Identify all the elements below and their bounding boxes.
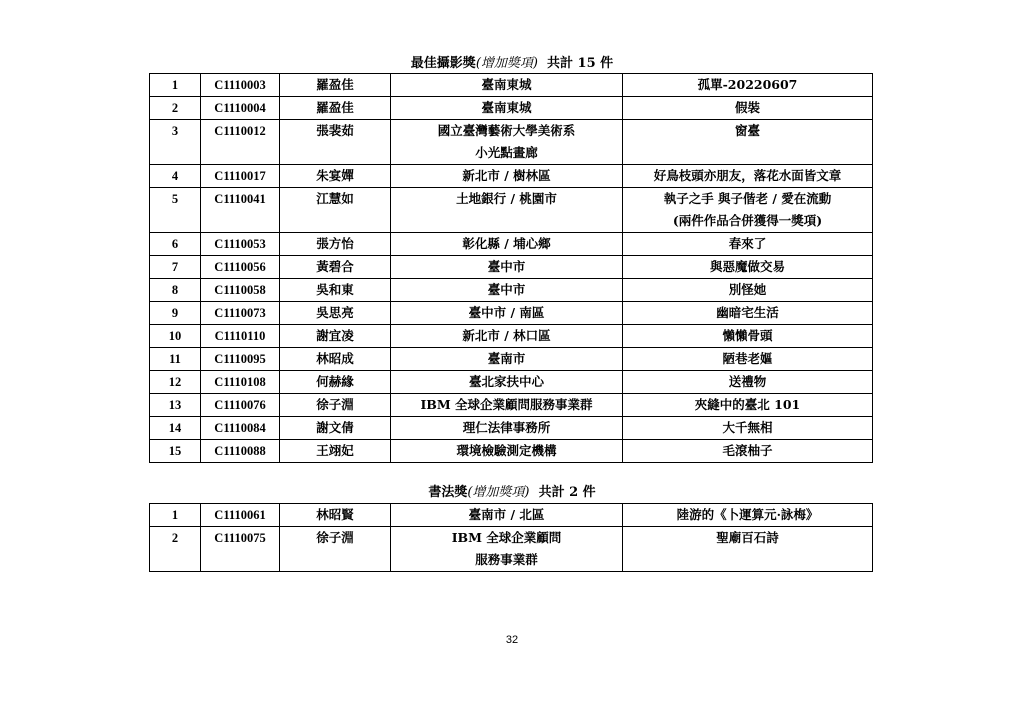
work-title-line: (兩件作品合併獲得一獎項) — [672, 213, 823, 228]
row-number: 2 — [150, 527, 201, 572]
table-row — [150, 527, 873, 572]
entrant-unit-line: 服務事業群 — [475, 552, 538, 567]
entrant-unit-line: 臺南市 — [487, 351, 526, 366]
entrant-unit-line: 新北市 / 林口區 — [462, 328, 551, 343]
entrant-unit-line: 小光點畫廊 — [475, 145, 538, 160]
entrant-name: 羅盈佳 — [280, 97, 391, 120]
entry-id: C1110095 — [201, 348, 280, 371]
table-row — [150, 256, 873, 279]
section-title-note: (增加獎項) — [467, 485, 530, 500]
table-row — [150, 348, 873, 371]
row-number: 1 — [150, 74, 201, 97]
entrant-name: 林昭成 — [280, 348, 391, 371]
table-row — [150, 97, 873, 120]
calligraphy-award-table — [149, 503, 873, 572]
section-title-main: 書法獎 — [428, 485, 468, 500]
row-number: 4 — [150, 165, 201, 188]
entry-id: C1110075 — [201, 527, 280, 572]
work-title-line: 假裝 — [734, 100, 760, 115]
work-title — [623, 325, 873, 348]
entrant-unit-line: 臺中市 — [487, 259, 526, 274]
table-row — [150, 302, 873, 325]
work-title — [623, 120, 873, 165]
entry-id: C1110108 — [201, 371, 280, 394]
table-row — [150, 165, 873, 188]
row-number: 5 — [150, 188, 201, 233]
entrant-name: 徐子淵 — [280, 394, 391, 417]
entry-id: C1110017 — [201, 165, 280, 188]
work-title — [623, 504, 873, 527]
work-title-line: 懶懶骨頭 — [722, 328, 773, 343]
entrant-name: 謝宜凌 — [280, 325, 391, 348]
entrant-unit-line: 臺南東城 — [481, 100, 532, 115]
entrant-name: 黃碧合 — [280, 256, 391, 279]
entrant-name: 林昭賢 — [280, 504, 391, 527]
entrant-unit — [391, 279, 623, 302]
entrant-name: 朱宴嬋 — [280, 165, 391, 188]
entrant-name: 江慧如 — [280, 188, 391, 233]
entrant-unit — [391, 120, 623, 165]
entrant-name: 張裴茹 — [280, 120, 391, 165]
page-number: 32 — [505, 634, 519, 646]
table-row — [150, 188, 873, 233]
work-title — [623, 527, 873, 572]
entry-id: C1110041 — [201, 188, 280, 233]
entrant-unit-line: 臺中市 / 南區 — [468, 305, 545, 320]
entrant-unit-line: 新北市 / 樹林區 — [462, 168, 551, 183]
entrant-unit-line: IBM 全球企業顧問服務事業群 — [420, 397, 593, 412]
table-row — [150, 371, 873, 394]
entrant-unit — [391, 371, 623, 394]
entrant-unit-line: 土地銀行 / 桃園市 — [456, 191, 557, 206]
row-number: 14 — [150, 417, 201, 440]
work-title-line: 別怪她 — [728, 282, 767, 297]
work-title-line: 幽暗宅生活 — [716, 305, 779, 320]
entrant-unit-line: IBM 全球企業顧問 — [451, 530, 562, 545]
entry-id: C1110058 — [201, 279, 280, 302]
work-title-line: 孤單-20220607 — [697, 77, 798, 92]
work-title-line: 與惡魔做交易 — [709, 259, 785, 274]
table-row — [150, 120, 873, 165]
entrant-unit — [391, 527, 623, 572]
entrant-name: 徐子淵 — [280, 527, 391, 572]
row-number: 11 — [150, 348, 201, 371]
table-row — [150, 325, 873, 348]
work-title-line: 陋巷老嫗 — [722, 351, 773, 366]
entrant-unit-line: 臺中市 — [487, 282, 526, 297]
entrant-unit — [391, 302, 623, 325]
entrant-unit — [391, 394, 623, 417]
work-title — [623, 233, 873, 256]
entry-id: C1110004 — [201, 97, 280, 120]
entrant-unit — [391, 97, 623, 120]
work-title — [623, 74, 873, 97]
entrant-unit-line: 理仁法律事務所 — [462, 420, 551, 435]
entry-id: C1110084 — [201, 417, 280, 440]
photography-award-table — [149, 73, 873, 463]
entrant-unit — [391, 348, 623, 371]
section-title-count: 共計 15 件 — [547, 56, 614, 71]
row-number: 1 — [150, 504, 201, 527]
entry-id: C1110003 — [201, 74, 280, 97]
work-title-line: 送禮物 — [728, 374, 767, 389]
entrant-unit-line: 臺南東城 — [481, 77, 532, 92]
row-number: 3 — [150, 120, 201, 165]
entrant-unit — [391, 233, 623, 256]
section-title-main: 最佳攝影獎 — [410, 56, 476, 71]
entrant-name: 王翊妃 — [280, 440, 391, 463]
row-number: 15 — [150, 440, 201, 463]
entry-id: C1110110 — [201, 325, 280, 348]
entrant-name: 謝文倩 — [280, 417, 391, 440]
entry-id: C1110056 — [201, 256, 280, 279]
work-title — [623, 394, 873, 417]
entry-id: C1110012 — [201, 120, 280, 165]
table-row — [150, 74, 873, 97]
work-title-line: 夾縫中的臺北 101 — [694, 397, 801, 412]
entrant-unit — [391, 504, 623, 527]
entrant-unit — [391, 256, 623, 279]
entry-id: C1110053 — [201, 233, 280, 256]
entrant-name: 張方怡 — [280, 233, 391, 256]
work-title-line: 春來了 — [728, 236, 767, 251]
section-title-note: (增加獎項) — [475, 56, 538, 71]
row-number: 2 — [150, 97, 201, 120]
work-title — [623, 371, 873, 394]
work-title — [623, 302, 873, 325]
entrant-unit-line: 環境檢驗測定機構 — [456, 443, 557, 458]
row-number: 6 — [150, 233, 201, 256]
row-number: 7 — [150, 256, 201, 279]
entrant-name: 何赫緣 — [280, 371, 391, 394]
entrant-unit — [391, 74, 623, 97]
work-title-line: 好鳥枝頭亦朋友，落花水面皆文章 — [653, 168, 842, 183]
section-title-count: 共計 2 件 — [538, 485, 596, 500]
entrant-unit-line: 臺北家扶中心 — [468, 374, 544, 389]
work-title — [623, 417, 873, 440]
row-number: 10 — [150, 325, 201, 348]
entrant-unit — [391, 188, 623, 233]
row-number: 12 — [150, 371, 201, 394]
entrant-name: 吳和東 — [280, 279, 391, 302]
entrant-name: 吳思亮 — [280, 302, 391, 325]
entry-id: C1110073 — [201, 302, 280, 325]
work-title-line: 毛滾柚子 — [722, 443, 773, 458]
table-row — [150, 279, 873, 302]
entrant-unit — [391, 165, 623, 188]
entrant-unit-line: 彰化縣 / 埔心鄉 — [462, 236, 551, 251]
work-title — [623, 256, 873, 279]
table-row — [150, 440, 873, 463]
entry-id: C1110088 — [201, 440, 280, 463]
work-title — [623, 440, 873, 463]
table-row — [150, 394, 873, 417]
entry-id: C1110076 — [201, 394, 280, 417]
row-number: 9 — [150, 302, 201, 325]
work-title — [623, 97, 873, 120]
entrant-unit — [391, 325, 623, 348]
work-title-line: 執子之手 與子偕老 / 愛在流動 — [663, 191, 832, 206]
entry-id: C1110061 — [201, 504, 280, 527]
row-number: 13 — [150, 394, 201, 417]
table-row — [150, 233, 873, 256]
section-title-photography — [0, 56, 1024, 72]
entrant-unit — [391, 417, 623, 440]
work-title-line: 陸游的《卜運算元·詠梅》 — [676, 507, 819, 522]
work-title-line: 窗臺 — [734, 123, 760, 138]
work-title — [623, 348, 873, 371]
work-title-line: 聖廟百石詩 — [716, 530, 779, 545]
entrant-name: 羅盈佳 — [280, 74, 391, 97]
work-title-line: 大千無相 — [722, 420, 773, 435]
work-title — [623, 165, 873, 188]
entrant-unit — [391, 440, 623, 463]
section-title-calligraphy — [0, 485, 1024, 501]
work-title — [623, 188, 873, 233]
row-number: 8 — [150, 279, 201, 302]
table-row — [150, 504, 873, 527]
entrant-unit-line: 臺南市 / 北區 — [468, 507, 545, 522]
work-title — [623, 279, 873, 302]
entrant-unit-line: 國立臺灣藝術大學美術系 — [437, 123, 576, 138]
table-row — [150, 417, 873, 440]
